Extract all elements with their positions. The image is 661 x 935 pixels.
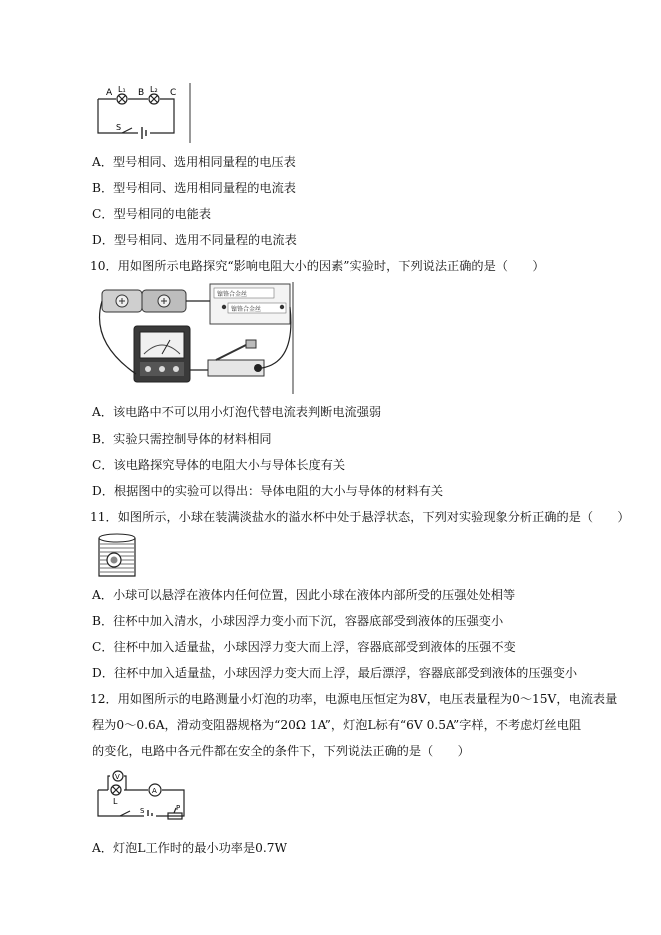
q9-option-a: A．型号相同、选用相同量程的电压表 — [92, 155, 296, 169]
q9-option-d: D．型号相同、选用不同量程的电流表 — [92, 233, 297, 247]
q11-option-c: C．往杯中加入适量盐，小球因浮力变大而上浮，容器底部受到液体的压强不变 — [92, 640, 516, 654]
q9-option-b: B．型号相同、选用相同量程的电流表 — [92, 181, 296, 195]
q12-stem-line-1: 12．用如图所示的电路测量小灯泡的功率，电源电压恒定为8V，电压表量程为0～15V，电流表量 — [90, 692, 618, 706]
switch-label-s: S — [116, 123, 122, 132]
q12-stem-line-3: 的变化，电路中各元件都在安全的条件下，下列说法正确的是（ ） — [92, 744, 470, 758]
node-label-c: C — [170, 88, 177, 98]
q9-option-c: C．型号相同的电能表 — [92, 207, 212, 221]
q10-stem: 10．用如图所示电路探究“影响电阻大小的因素”实验时，下列说法正确的是（ ） — [90, 259, 545, 273]
node-label-a: A — [106, 88, 113, 98]
q12-stem-line-2: 程为0～0.6A，滑动变阻器规格为“20Ω 1A”，灯泡L标有“6V 0.5A”字样，不考虑灯丝电阻 — [92, 718, 582, 732]
q12-option-a: A．灯泡L工作时的最小功率是0.7W — [92, 841, 288, 855]
q11-option-d: D．往杯中加入适量盐，小球因浮力变大而上浮，最后漂浮，容器底部受到液体的压强变小 — [92, 666, 578, 680]
q12-circuit-figure — [94, 766, 194, 828]
lamp-label-l1: L₁ — [118, 85, 126, 94]
node-label-b: B — [138, 88, 145, 98]
q10-option-a: A．该电路中不可以用小灯泡代替电流表判断电流强弱 — [92, 405, 382, 419]
ammeter-symbol: A — [152, 787, 157, 795]
lamp-label-l: L — [113, 797, 118, 806]
lamp-label-l2: L₂ — [150, 85, 158, 94]
q9-circuit-figure — [92, 83, 194, 145]
wire-label-1: 镍铬合金丝 — [217, 291, 248, 298]
q10-option-c: C．该电路探究导体的电阻大小与导体长度有关 — [92, 458, 346, 472]
q11-option-a: A．小球可以悬浮在液体内任何位置，因此小球在液体内部所受的压强处处相等 — [92, 588, 516, 602]
q11-option-b: B．往杯中加入清水，小球因浮力变小而下沉，容器底部受到液体的压强变小 — [92, 614, 504, 628]
wire-label-2: 镍铬合金丝 — [231, 306, 262, 313]
q11-cup-figure — [94, 532, 140, 580]
switch-label-s: S — [140, 807, 145, 815]
voltmeter-symbol: V — [115, 773, 120, 781]
slider-label-p: P — [176, 804, 181, 812]
q11-stem: 11．如图所示，小球在装满淡盐水的溢水杯中处于悬浮状态，下列对实验现象分析正确的是（ ） — [90, 510, 630, 524]
q10-option-b: B．实验只需控制导体的材料相同 — [92, 432, 272, 446]
q10-option-d: D．根据图中的实验可以得出：导体电阻的大小与导体的材料有关 — [92, 484, 444, 498]
q10-apparatus-figure — [96, 282, 296, 394]
